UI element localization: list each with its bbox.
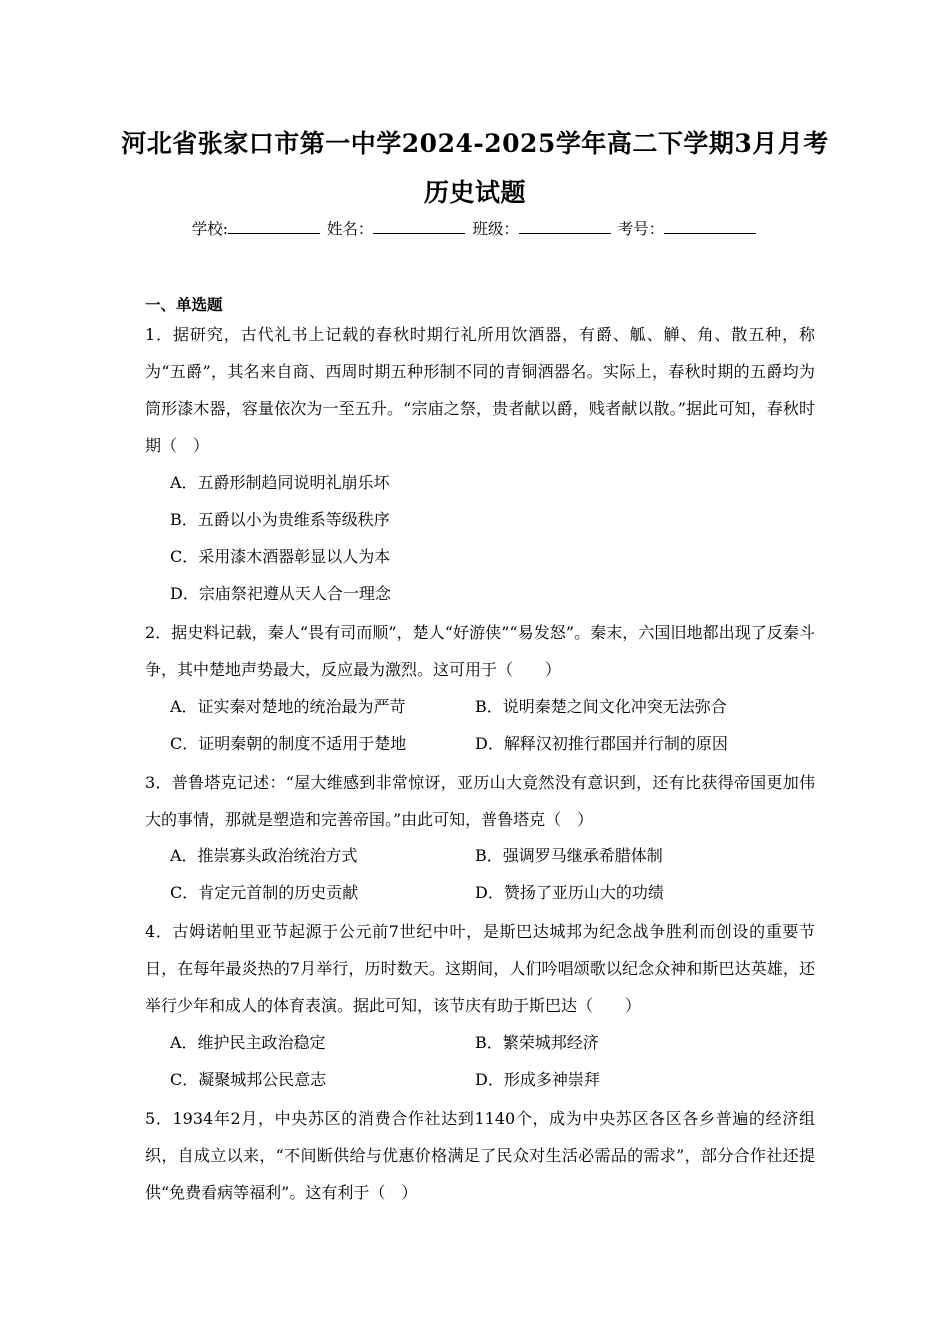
question-1-option-a[interactable]: A．五爵形制趋同说明礼崩乐坏 [170,473,390,492]
school-blank[interactable] [228,219,320,234]
exam-title-line2: 历史试题 [423,178,526,207]
section-title: 一、单选题 [145,295,223,314]
question-3-option-c[interactable]: C．肯定元首制的历史贡献 [170,883,359,902]
question-3-option-a[interactable]: A．推崇寡头政治统治方式 [170,846,358,865]
exam-number-blank[interactable] [664,219,756,234]
question-4-stem: 4．古姆诺帕里亚节起源于公元前7世纪中叶，是斯巴达城邦为纪念战争胜利而创设的重要节日，在每年最炎热的7月举行，历时数天。这期间，人们吟唱颂歌以纪念众神和斯巴达英雄，还举行少年和成人的体育表演。据此可知，该节庆有助于斯巴达（ ） [145,922,815,1015]
exam-title-line1: 河北省张家口市第一中学2024-2025学年高二下学期3月月考 [121,129,829,158]
question-4-option-c[interactable]: C．凝聚城邦公民意志 [170,1070,327,1089]
name-label: 姓名： [326,220,374,238]
class-blank[interactable] [519,219,611,234]
question-1-option-c[interactable]: C．采用漆木酒器彰显以人为本 [170,547,391,566]
question-4-option-d[interactable]: D．形成多神崇拜 [475,1070,600,1089]
question-3-option-b[interactable]: B．强调罗马继承希腊体制 [475,846,663,865]
question-1-option-b[interactable]: B．五爵以小为贵维系等级秩序 [170,510,390,529]
exam-number-label: 考号： [617,220,665,238]
question-2-option-d[interactable]: D．解释汉初推行郡国并行制的原因 [475,734,728,753]
question-4-option-a[interactable]: A．维护民主政治稳定 [170,1033,326,1052]
question-1-stem: 1．据研究，古代礼书上记载的春秋时期行礼所用饮酒器，有爵、觚、觯、角、散五种，称为“五爵”，其名来自商、西周时期五种形制不同的青铜酒器名。实际上，春秋时期的五爵均为筒形漆木器，容量依次为一至五升。“宗庙之祭，贵者献以爵，贱者献以散。”据此可知，春秋时期（ ） [145,325,815,455]
school-label: 学校: [191,220,228,238]
question-3-option-d[interactable]: D．赞扬了亚历山大的功绩 [475,883,664,902]
question-3-stem: 3．普鲁塔克记述：“屋大维感到非常惊讶，亚历山大竟然没有意识到，还有比获得帝国更加伟大的事情，那就是塑造和完善帝国。”由此可知，普鲁塔克（ ） [145,773,815,829]
question-4-option-b[interactable]: B．繁荣城邦经济 [475,1033,599,1052]
student-info-fields [0,217,950,239]
question-5-stem: 5．1934年2月，中央苏区的消费合作社达到1140个，成为中央苏区各区各乡普遍的经济组织，自成立以来，“不间断供给与优惠价格满足了民众对生活必需品的需求”，部分合作社还提供“免费看病等福利”。这有利于（ ） [145,1109,815,1202]
question-2-option-c[interactable]: C．证明秦朝的制度不适用于楚地 [170,734,407,753]
class-label: 班级： [472,220,519,238]
name-blank[interactable] [373,219,465,234]
question-2-option-b[interactable]: B．说明秦楚之间文化冲突无法弥合 [475,697,727,716]
question-1-option-d[interactable]: D．宗庙祭祀遵从天人合一理念 [170,584,391,603]
question-2-stem: 2．据史料记载，秦人“畏有司而顺”，楚人“好游侠”“易发怒”。秦末，六国旧地都出现了反秦斗争，其中楚地声势最大，反应最为激烈。这可用于（ ） [145,623,815,679]
question-2-option-a[interactable]: A．证实秦对楚地的统治最为严苛 [170,697,406,716]
